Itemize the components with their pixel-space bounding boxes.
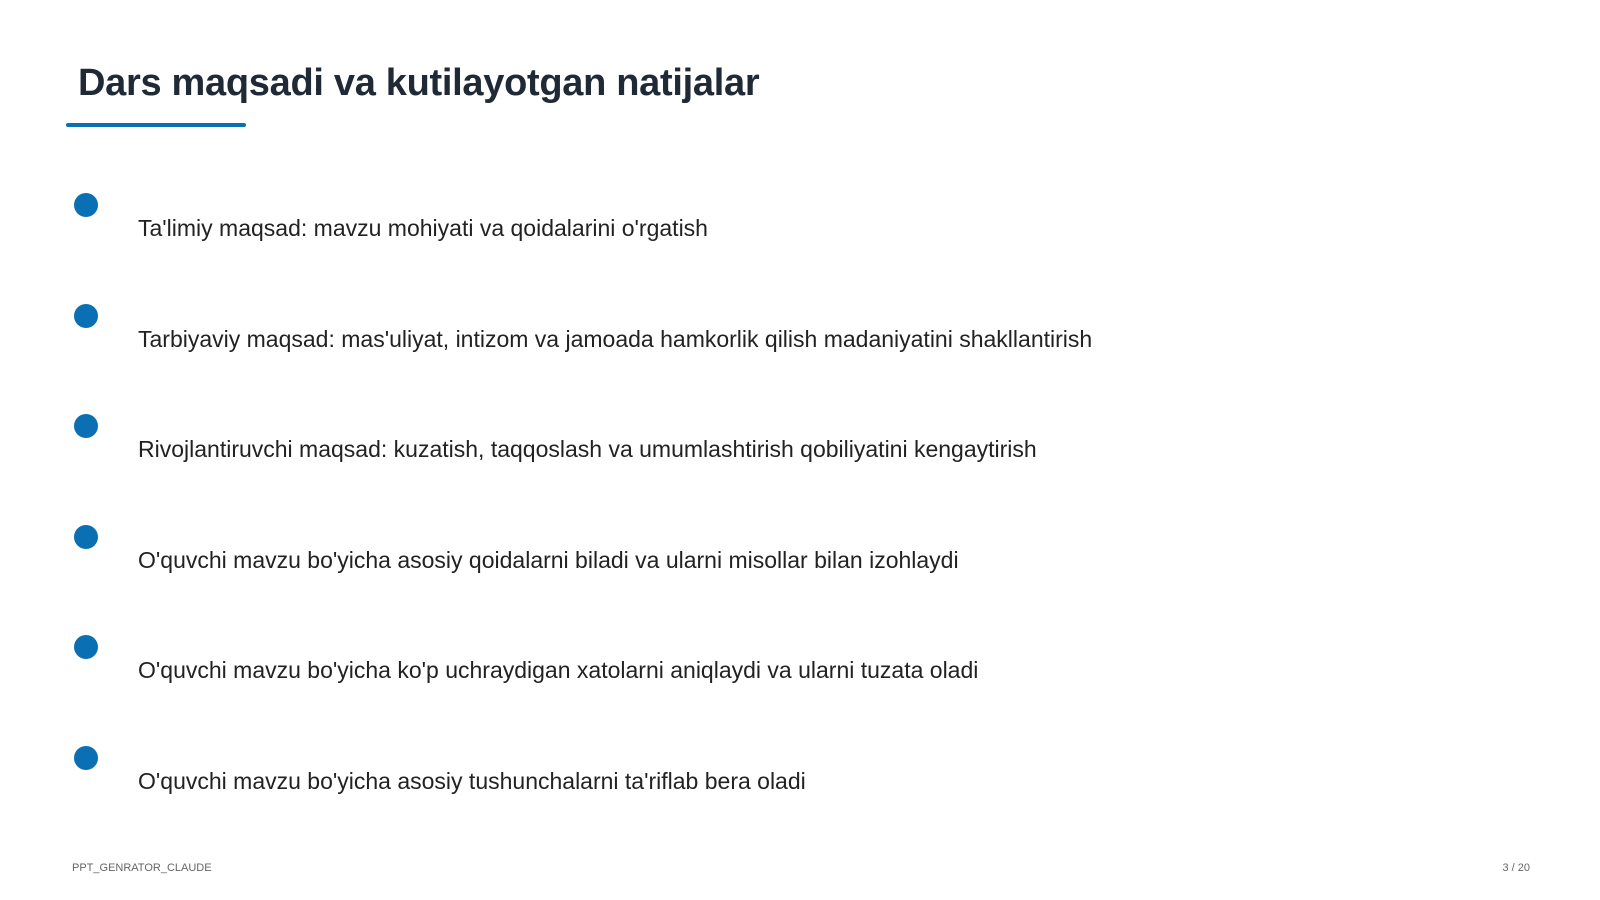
bullet-text: Rivojlantiruvchi maqsad: kuzatish, taqqoslash va umumlashtirish qobiliyatini kengaytirish [138, 436, 1037, 462]
list-item [0, 525, 1560, 585]
bullet-text: O'quvchi mavzu bo'yicha ko'p uchraydigan xatolarni aniqlaydi va ularni tuzata oladi [138, 657, 979, 683]
bullet-dot-icon [74, 635, 98, 659]
slide-title: Dars maqsadi va kutilayotgan natijalar [78, 62, 760, 104]
list-item [0, 746, 1560, 806]
bullet-text: Tarbiyaviy maqsad: mas'uliyat, intizom va jamoada hamkorlik qilish madaniyatini shakllantirish [138, 326, 1093, 352]
bullet-text: Ta'limiy maqsad: mavzu mohiyati va qoidalarini o'rgatish [138, 215, 708, 241]
bullet-text: O'quvchi mavzu bo'yicha asosiy tushunchalarni ta'riflab bera oladi [138, 768, 806, 794]
list-item [0, 304, 1560, 364]
bullet-dot-icon [74, 304, 98, 328]
title-underline [66, 123, 246, 127]
bullet-text: O'quvchi mavzu bo'yicha asosiy qoidalarni biladi va ularni misollar bilan izohlaydi [138, 547, 959, 573]
bullet-dot-icon [74, 414, 98, 438]
bullet-dot-icon [74, 525, 98, 549]
bullet-dot-icon [74, 746, 98, 770]
page-number: 3 / 20 [1502, 862, 1530, 874]
list-item [0, 414, 1560, 474]
footer-source: PPT_GENRATOR_CLAUDE [72, 862, 212, 874]
bullet-dot-icon [74, 193, 98, 217]
list-item [0, 193, 1560, 253]
list-item [0, 635, 1560, 695]
